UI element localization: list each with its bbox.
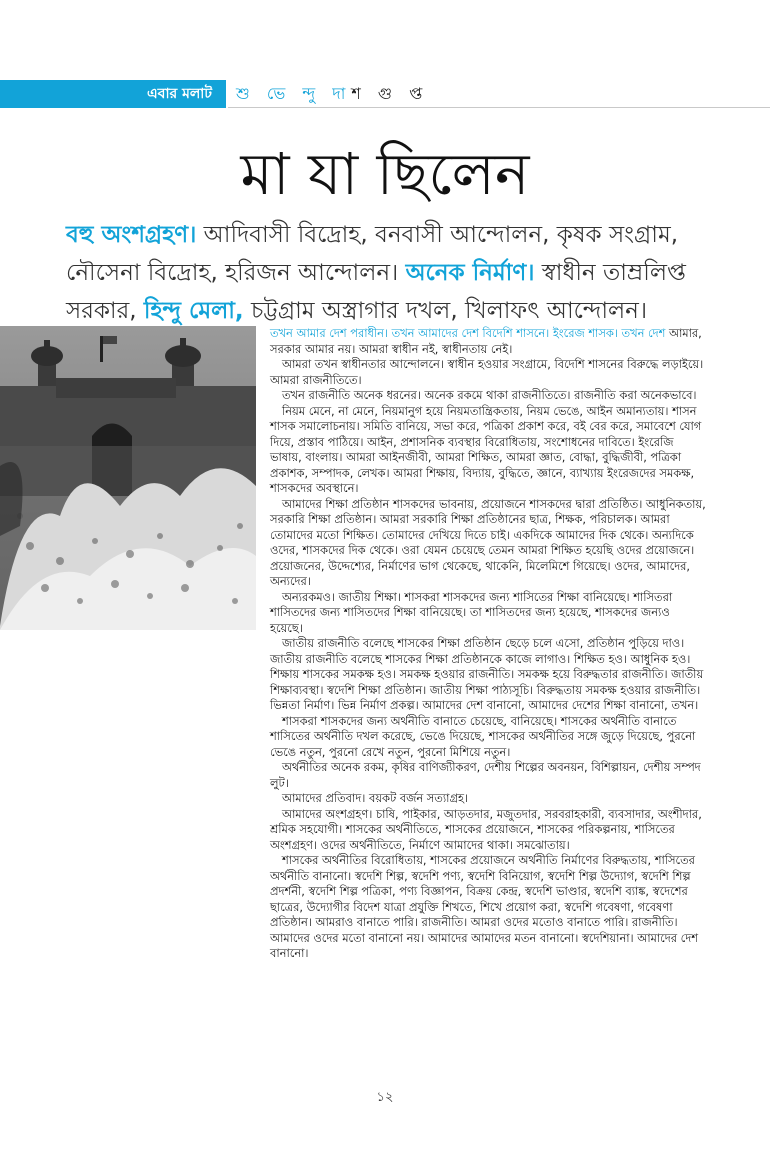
article-paragraph: অর্থনীতির অনেক রকম, কৃষির বাণিজ্যীকরণ, দেশীয় শিল্পের অবনয়ন, বিশিল্পায়ন, দেশীয় সম্পদ লুট। <box>270 760 701 790</box>
article-title: মা যা ছিলেন <box>240 140 530 208</box>
article-paragraph: আমরা তখন স্বাধীনতার আন্দোলনে। স্বাধীন হওয়ার সংগ্রামে, বিদেশি শাসনের বিরুদ্ধে লড়াইয়ে। আমরা রাজনীতিতে। <box>270 357 704 387</box>
intro-highlight-3: হিন্দু মেলা, <box>143 298 244 324</box>
photo-illustration <box>0 326 256 630</box>
author-byline <box>228 80 770 108</box>
article-paragraph: অন্যরকমও। জাতীয় শিক্ষা। শাসকরা শাসকদের জন্য শাসিতের শিক্ষা বানিয়েছে। শাসিতরা শাসিতদের জন্য শাসিতদের শিক্ষা বানিয়েছে। তা শাসিতদের জন্য হয়েছে, শাসকদের জন্যও হয়েছে। <box>270 589 673 635</box>
article-paragraph: জাতীয় রাজনীতি বলেছে শাসকের শিক্ষা প্রতিষ্ঠান ছেড়ে চলে এসো, প্রতিষ্ঠান পুড়িয়ে দাও। জাতীয় রাজনীতি বলেছে শাসকের শিক্ষা প্রতিষ্ঠানকে কাজে লাগাও। শিক্ষিত হও। আধুনিক হও। শিক্ষায় শাসকের সমকক্ষ হও। সমকক্ষ হওয়ার রাজনীতি। সমকক্ষ হয়ে বিরুদ্ধতার রাজনীতি। জাতীয় শিক্ষাব্যবস্থা। স্বদেশি শিক্ষা প্রতিষ্ঠান। জাতীয় শিক্ষা পাঠ্যসূচি। বিরুদ্ধতায় সমকক্ষ হওয়ার রাজনীতি। ভিন্নতা নির্মাণ। ভিন্ন নির্মাণ প্রকল্প। আমাদের দেশ বানানো, আমাদের দেশের শিক্ষা বানানো, তখন। <box>270 636 704 712</box>
intro-text-3: চট্টগ্রাম অস্ত্রাগার দখল, খিলাফৎ আন্দোলন। <box>243 298 648 324</box>
intro-text-1: আদিবাসী বিদ্রোহ, বনবাসী আন্দোলন, কৃষক সংগ্রাম, নৌসেনা বিদ্রোহ, হরিজন আন্দোলন। <box>66 222 679 286</box>
intro-highlight-1: বহু অংশগ্রহণ। <box>66 222 197 248</box>
section-label: এবার মলাট <box>0 80 226 108</box>
article-paragraph: আমাদের অংশগ্রহণ। চাষি, পাইকার, আড়তদার, মজুতদার, সরবরাহকারী, ব্যবসাদার, অংশীদার, শ্রমিক সহযোগী। শাসকের অর্থনীতিতে, শাসকের প্রয়োজনে, শাসকের পরিকল্পনায়, শাসিতের অংশগ্রহণ। ওদের অর্থনীতিতে, নির্মাণে আমাদের থাকা। সমঝোতায়। <box>270 806 702 852</box>
author-surname-part: দা <box>332 84 352 103</box>
page-number: ১২ <box>376 1090 394 1105</box>
intro-highlight-2: অনেক নির্মাণ। <box>405 260 535 286</box>
intro-text-2: স্বাধীন তাম্রলিপ্ত সরকার, <box>66 260 686 324</box>
article-paragraph: আমাদের প্রতিবাদ। বয়কট বর্জন সত্যাগ্রহ। <box>282 791 469 805</box>
intro-deck <box>66 216 706 330</box>
article-lead-rest: আমার, সরকার আমার নয়। আমরা স্বাধীন নই, স্বাধীনতায় নেই। <box>270 326 702 356</box>
article-lead-paragraph <box>270 326 706 357</box>
author-first-name: শু ভে ন্দু <box>236 84 322 103</box>
red-fort-crowd-photo <box>0 326 256 630</box>
article-paragraph: শাসকরা শাসকদের জন্য অর্থনীতি বানাতে চেয়েছে, বানিয়েছে। শাসকের অর্থনীতি বানাতে শাসিতের অর্থনীতি দখল করেছে, ভেঙে দিয়েছে, শাসকের অর্থনীতির সঙ্গে জুড়ে দিয়েছে, পুরনো ভেঙে নতুন, পুরনো রেখে নতুন, পুরনো মিশিয়ে নতুন। <box>270 713 696 759</box>
article-paragraph: শাসকের অর্থনীতির বিরোধিতায়, শাসকের প্রয়োজনে অর্থনীতি নির্মাণের বিরুদ্ধতায়, শাসিতের অর্থনীতি বানানো। স্বদেশি শিল্প, স্বদেশি পণ্য, স্বদেশি বিনিয়োগ, স্বদেশি শিল্প উদ্যোগ, স্বদেশি শিল্প প্রদর্শনী, স্বদেশি শিল্প পত্রিকা, পণ্য বিজ্ঞাপন, বিক্রয় কেন্দ্র, স্বদেশি ভাণ্ডার, স্বদেশি ব্যাঙ্ক, স্বদেশের ছাত্রের, উদ্যোগীর বিদেশ যাত্রা প্রযুক্তি শিখতে, শিখে প্রয়োগ করা, স্বদেশি গবেষণা, গবেষণা প্রতিষ্ঠান। আমরাও বানাতে পারি। রাজনীতি। আমরা ওদের মতোও বানাতে পারি। রাজনীতি। আমাদের ওদের মতো বানানো নয়। আমাদের আমাদের মতন বানানো। স্বদেশিয়ানা। আমাদের দেশ বানানো। <box>270 853 698 960</box>
article-lead: তখন আমার দেশ পরাধীন। তখন আমাদের দেশ বিদেশি শাসনে। ইংরেজ শাসক। তখন দেশ <box>270 326 666 340</box>
article-paragraph: আমাদের শিক্ষা প্রতিষ্ঠান শাসকদের ভাবনায়, প্রয়োজনে শাসকদের দ্বারা প্রতিষ্ঠিত। আধুনিকতায়, সরকারি শিক্ষা প্রতিষ্ঠান। আমরা সরকারি শিক্ষা প্রতিষ্ঠানের ছাত্র, শিক্ষক, পরিচালক। আমরা তোমাদের মতো শিক্ষিত। তোমাদের দেখিয়ে দিতে চাই। একদিকে আমাদের দিক থেকে। অন্যদিকে ওদের, শাসকদের দিক থেকে। ওরা যেমন চেয়েছে তেমন আমরা শিক্ষিত হয়েছি ওদের প্রয়োজনে। প্রয়োজনের, উদ্দেশ্যের, নির্মাণের ভাগ থেকেছে, থাকেনি, মিলেমিশে গিয়েছে। ওদের, আমাদের, অন্যদের। <box>270 496 706 588</box>
article-paragraph: তখন রাজনীতি অনেক ধরনের। অনেক রকমে থাকা রাজনীতিতে। রাজনীতি করা অনেকভাবে। <box>282 388 697 402</box>
article-paragraph: নিয়ম মেনে, না মেনে, নিয়মানুগ হয়ে নিয়মতান্ত্রিকতায়, নিয়ম ভেঙে, আইন অমান্যতায়। শাসন শাসক সমালোচনায়। সমিতি বানিয়ে, সভা করে, পত্রিকা প্রকাশ করে, বই বের করে, সমাবেশে যোগ দিয়ে, প্রস্তাব পাঠিয়ে। আইন, প্রশাসনিক ব্যবস্থার বিরোধিতায়, সংশোধনের দাবিতে। ইংরেজি ভাষায়, বাংলায়। আমরা আইনজীবী, আমরা শিক্ষিত, আমরা জ্ঞাত, বোদ্ধা, বুদ্ধিজীবী, পত্রিকা প্রকাশক, সম্পাদক, লেখক। আমরা শিক্ষায়, বিদ্যায়, বুদ্ধিতে, জ্ঞানে, ব্যাখ্যায় ইংরেজদের সমকক্ষ, শাসকদের অবস্থানে। <box>270 403 702 495</box>
article-body <box>270 326 706 962</box>
author-surname-rest: শ গু প্ত <box>351 84 429 103</box>
